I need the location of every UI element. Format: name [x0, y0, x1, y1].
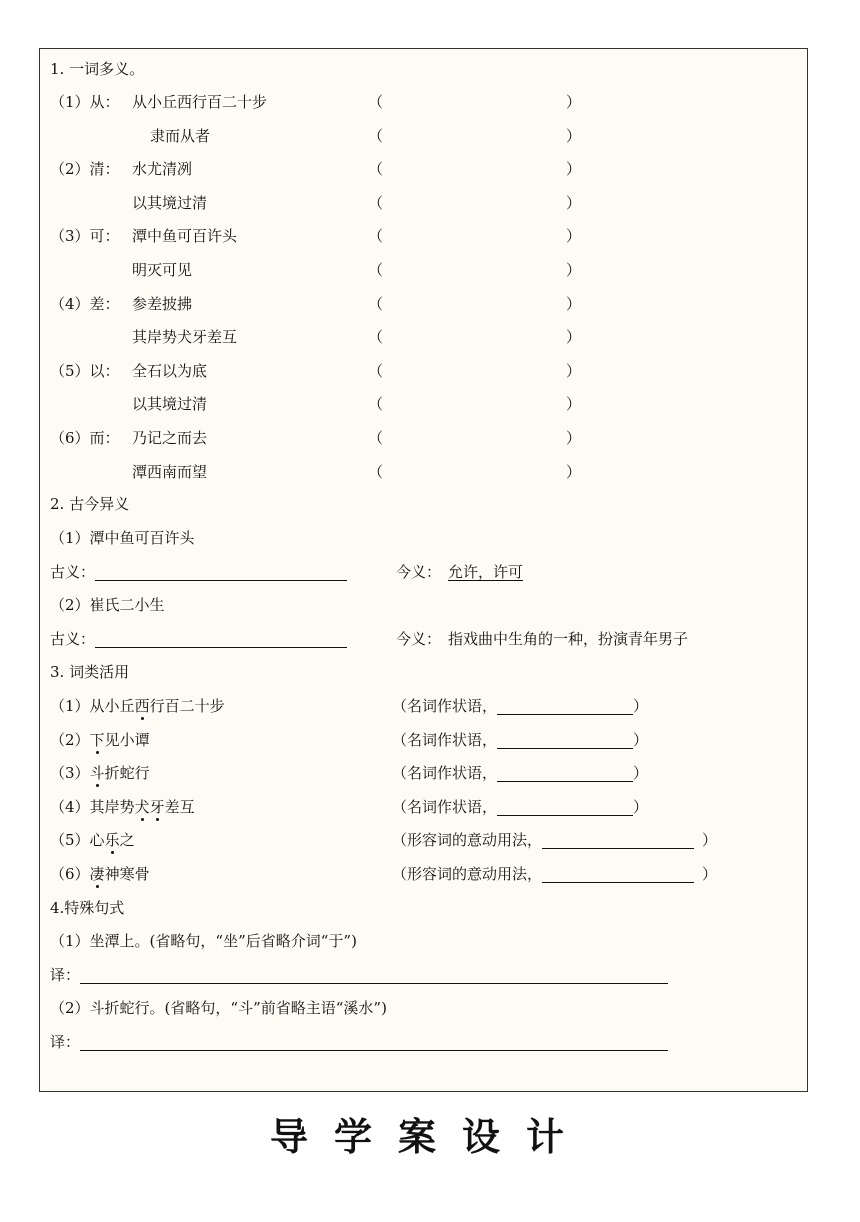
polysemy-sentence: 乃记之而去	[132, 429, 208, 447]
polysemy-row	[50, 356, 790, 386]
gujin-item-1: （1）潭中鱼可百许头	[50, 529, 195, 547]
translation-row-2	[50, 1027, 668, 1057]
note-label: （名词作状语，	[392, 764, 498, 783]
jin-answer-2: 指戏曲中生角的一种，扮演青年男子	[448, 630, 689, 648]
word-class-blank[interactable]	[497, 728, 633, 749]
note-label: （名词作状语，	[392, 697, 498, 715]
sentence-part: （6）	[50, 865, 90, 883]
answer-paren-close: ）	[566, 126, 582, 145]
word-class-blank[interactable]	[497, 795, 633, 816]
answer-paren-open: （	[368, 160, 384, 179]
polysemy-sentence: 潭西南而望	[132, 462, 208, 481]
word-class-sentence	[50, 758, 150, 788]
word-class-blank[interactable]	[497, 694, 633, 715]
sentence-part: 其岸势	[89, 797, 135, 816]
word-class-note	[392, 792, 648, 822]
note-end: ）	[633, 730, 649, 749]
polysemy-row	[50, 289, 790, 319]
polysemy-row	[50, 322, 790, 352]
answer-paren-open: （	[368, 462, 384, 481]
translation-blank-1[interactable]	[80, 963, 668, 984]
jin-label: 今义：	[396, 630, 442, 648]
polysemy-row	[50, 255, 790, 285]
answer-paren-close: ）	[566, 261, 582, 279]
answer-paren-open: （	[368, 93, 384, 111]
polysemy-row	[50, 457, 790, 487]
word-class-blank[interactable]	[497, 761, 633, 782]
polysemy-prefix: （2）清：	[50, 160, 120, 179]
note-label: （名词作状语，	[392, 797, 498, 816]
polysemy-prefix: （6）而：	[50, 429, 120, 447]
polysemy-sentence: 其岸势犬牙差互	[132, 328, 238, 347]
section-1-heading: 1. 一词多义。	[50, 60, 145, 78]
sentence-part: 之	[119, 831, 135, 850]
emphasis-char: 下	[90, 725, 105, 755]
polysemy-row	[50, 389, 790, 419]
polysemy-prefix: （4）差：	[50, 294, 120, 313]
word-class-blank[interactable]	[542, 862, 694, 883]
note-end: ）	[633, 764, 649, 783]
word-class-note	[392, 758, 648, 788]
special-item-2: （2）斗折蛇行。(省略句，“斗”前省略主语“溪水”)	[50, 999, 387, 1017]
answer-paren-close: ）	[566, 328, 582, 347]
answer-paren-close: ）	[566, 429, 582, 447]
polysemy-sentence: 隶而从者	[150, 126, 211, 145]
polysemy-sentence: 从小丘西行百二十步	[132, 93, 268, 111]
emphasis-char: 犬	[135, 792, 150, 822]
worksheet-table	[39, 48, 808, 1092]
emphasis-char: 西	[135, 691, 150, 721]
polysemy-row	[50, 121, 790, 151]
answer-paren-close: ）	[566, 395, 582, 414]
answer-paren-open: （	[368, 395, 384, 414]
word-class-row	[50, 725, 790, 755]
jin-answer-1: 允许，许可	[448, 563, 524, 581]
sentence-part: 心	[89, 831, 105, 850]
answer-paren-close: ）	[566, 294, 582, 313]
note-label: （形容词的意动用法，	[392, 831, 543, 850]
sentence-part: （1）	[50, 697, 90, 715]
polysemy-prefix: （3）可：	[50, 227, 120, 246]
gujin-row-2	[50, 624, 790, 654]
polysemy-row	[50, 423, 790, 453]
note-end: ）	[633, 797, 649, 816]
gujin-item-2: （2）崔氏二小生	[50, 596, 165, 614]
emphasis-char: 凄	[90, 859, 105, 889]
answer-paren-close: ）	[566, 462, 582, 481]
footer-title: 导学案设计	[269, 1115, 590, 1159]
special-item-1: （1）坐潭上。(省略句，“坐”后省略介词“于”)	[50, 932, 357, 950]
answer-paren-open: （	[368, 361, 384, 380]
note-label: （名词作状语，	[392, 730, 498, 749]
polysemy-row	[50, 221, 790, 251]
word-class-row	[50, 792, 790, 822]
sentence-part: 神寒骨	[104, 865, 150, 883]
gu-label: 古义：	[50, 630, 96, 648]
sentence-part: 行百二十步	[149, 697, 225, 715]
word-class-row	[50, 758, 790, 788]
polysemy-prefix: （5）以：	[50, 361, 120, 380]
note-end: ）	[702, 865, 718, 883]
gu-label: 古义：	[50, 563, 96, 581]
answer-paren-open: （	[368, 126, 384, 145]
translation-row-1	[50, 960, 668, 990]
word-class-note	[392, 725, 648, 755]
answer-paren-close: ）	[566, 93, 582, 111]
word-class-blank[interactable]	[542, 828, 694, 849]
polysemy-sentence: 参差披拂	[132, 294, 193, 313]
note-end: ）	[702, 831, 718, 850]
polysemy-prefix: （1）从：	[50, 93, 120, 111]
answer-paren-close: ）	[566, 227, 582, 246]
polysemy-sentence: 全石以为底	[132, 361, 208, 380]
word-class-sentence	[50, 859, 150, 889]
polysemy-row	[50, 188, 790, 218]
section-3-heading: 3. 词类活用	[50, 663, 130, 681]
gu-blank-2[interactable]	[95, 627, 347, 648]
answer-paren-open: （	[368, 227, 384, 246]
emphasis-char: 乐	[105, 825, 120, 855]
word-class-note	[392, 825, 717, 855]
section-4-heading: 4.特殊句式	[50, 899, 125, 917]
word-class-row	[50, 859, 790, 889]
gu-blank-1[interactable]	[95, 560, 347, 581]
answer-paren-open: （	[368, 193, 384, 212]
sentence-part: 见小谭	[104, 730, 150, 749]
emphasis-char: 斗	[90, 758, 105, 788]
note-end: ）	[633, 697, 649, 715]
answer-paren-open: （	[368, 328, 384, 347]
jin-label: 今义：	[396, 563, 442, 581]
sentence-part: 从小丘	[89, 697, 135, 715]
sentence-part: （3）	[50, 764, 90, 783]
sentence-part: （2）	[50, 730, 90, 749]
yi-label: 译：	[50, 966, 81, 984]
word-class-sentence	[50, 691, 225, 721]
emphasis-char: 牙	[150, 792, 165, 822]
polysemy-sentence: 潭中鱼可百许头	[132, 227, 238, 246]
answer-paren-close: ）	[566, 361, 582, 380]
answer-paren-open: （	[368, 261, 384, 279]
polysemy-row	[50, 154, 790, 184]
sentence-part: 折蛇行	[104, 764, 150, 783]
answer-paren-close: ）	[566, 160, 582, 179]
word-class-sentence	[50, 792, 195, 822]
word-class-row	[50, 825, 790, 855]
word-class-note	[392, 691, 648, 721]
answer-paren-open: （	[368, 294, 384, 313]
polysemy-sentence: 明灭可见	[132, 261, 193, 279]
yi-label: 译：	[50, 1033, 81, 1051]
polysemy-sentence: 以其境过清	[132, 395, 208, 414]
sentence-part: （5）	[50, 831, 90, 850]
word-class-note	[392, 859, 717, 889]
gujin-row-1	[50, 557, 790, 587]
answer-paren-open: （	[368, 429, 384, 447]
note-label: （形容词的意动用法，	[392, 865, 543, 883]
sentence-part: 差互	[164, 797, 195, 816]
word-class-sentence	[50, 725, 150, 755]
section-2-heading: 2. 古今异义	[50, 495, 130, 513]
answer-paren-close: ）	[566, 193, 582, 212]
polysemy-sentence: 以其境过清	[132, 193, 208, 212]
word-class-row	[50, 691, 790, 721]
sentence-part: （4）	[50, 797, 90, 816]
polysemy-sentence: 水尤清冽	[132, 160, 193, 179]
translation-blank-2[interactable]	[80, 1030, 668, 1051]
polysemy-row	[50, 87, 790, 117]
word-class-sentence	[50, 825, 135, 855]
